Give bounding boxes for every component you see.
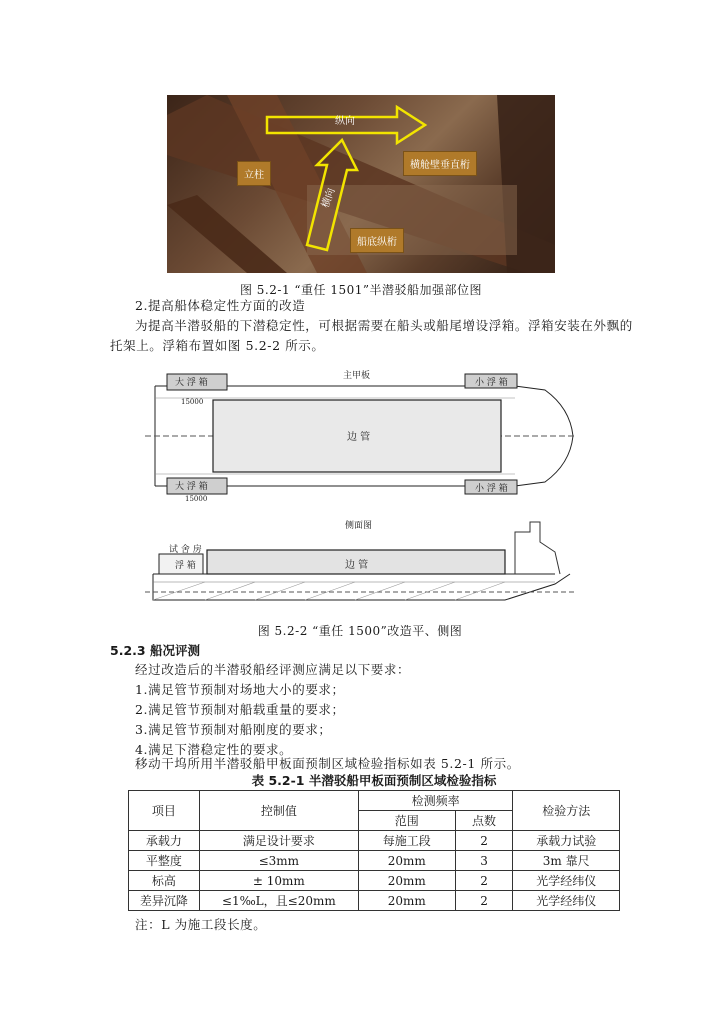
cell-method: 承载力试验 <box>513 831 620 851</box>
cell-range: 20mm <box>358 851 455 871</box>
table-row <box>129 851 620 871</box>
plan-label-float-tank-bottom-left: 大 浮 箱 <box>175 482 208 492</box>
header-item: 项目 <box>129 791 200 831</box>
label-longitudinal: 纵向 <box>335 116 355 127</box>
label-transverse: 横向 <box>320 186 338 210</box>
header-range: 范围 <box>358 811 455 831</box>
section-intro: 经过改造后的半潜驳船经评测应满足以下要求： <box>135 662 411 677</box>
plan-label-main-deck: 主甲板 <box>343 371 371 381</box>
paragraph-line-1: 为提高半潜驳船的下潜稳定性，可根据需要在船头或船尾增设浮箱。浮箱安装在外飘的 <box>135 318 633 333</box>
cell-points: 2 <box>455 871 513 891</box>
plan-label-small-float-bottom-right: 小 浮 箱 <box>475 484 508 494</box>
cell-points: 2 <box>455 831 513 851</box>
cell-method: 光学经纬仪 <box>513 891 620 911</box>
cell-control: ≤3mm <box>199 851 358 871</box>
cell-control: 满足设计要求 <box>199 831 358 851</box>
header-frequency: 检测频率 <box>358 791 513 811</box>
label-transverse-frame: 横舱壁垂直桁 <box>403 151 477 176</box>
label-vertical-strut: 立柱 <box>237 161 271 186</box>
cell-control: ≤1‰L，且≤20mm <box>199 891 358 911</box>
table-note: 注：L 为施工段长度。 <box>135 917 267 932</box>
cell-item: 承载力 <box>129 831 200 851</box>
requirement-item-2: 2.满足管节预制对船载重量的要求； <box>135 702 345 717</box>
cell-range: 20mm <box>358 871 455 891</box>
table-title: 表 5.2-1 半潜驳船甲板面预制区域检验指标 <box>251 773 497 788</box>
requirement-item-4: 4.满足下潜稳定性的要求。 <box>135 742 293 757</box>
cell-points: 2 <box>455 891 513 911</box>
reinforcement-photo <box>167 95 555 273</box>
table-row <box>129 831 620 851</box>
cell-range: 每施工段 <box>358 831 455 851</box>
plan-label-center-block: 边 管 <box>347 432 371 443</box>
paragraph-line-2: 托架上。浮箱布置如图 5.2-2 所示。 <box>110 338 325 353</box>
label-bottom-girder: 船底纵桁 <box>350 228 404 253</box>
table-row <box>129 871 620 891</box>
header-method: 检验方法 <box>513 791 620 831</box>
header-points: 点数 <box>455 811 513 831</box>
side-label-cargo: 边 管 <box>345 560 369 571</box>
cell-points: 3 <box>455 851 513 871</box>
section-title: 5.2.3 船况评测 <box>110 643 200 658</box>
side-label-deck-house: 试 舍 房 <box>169 545 202 555</box>
plan-dimension-left: 15000 <box>181 398 204 406</box>
table-row <box>129 891 620 911</box>
table-lead-text: 移动干坞所用半潜驳船甲板面预制区域检验指标如表 5.2-1 所示。 <box>135 756 520 771</box>
plan-dimension-bottom: 15000 <box>185 495 208 503</box>
plan-view-drawing <box>145 368 575 503</box>
requirement-item-1: 1.满足管节预制对场地大小的要求； <box>135 682 345 697</box>
side-view-drawing <box>145 512 575 610</box>
cell-method: 光学经纬仪 <box>513 871 620 891</box>
header-control: 控制值 <box>199 791 358 831</box>
cell-range: 20mm <box>358 891 455 911</box>
cell-control: ± 10mm <box>199 871 358 891</box>
cell-item: 标高 <box>129 871 200 891</box>
paragraph-heading-stability: 2.提高船体稳定性方面的改造 <box>135 298 306 313</box>
requirement-item-3: 3.满足管节预制对船刚度的要求； <box>135 722 332 737</box>
plan-label-small-float-top-right: 小 浮 箱 <box>475 378 508 388</box>
figure2-caption: 图 5.2-2 “重任 1500”改造平、侧图 <box>257 624 463 638</box>
inspection-table <box>128 790 620 911</box>
cell-item: 平整度 <box>129 851 200 871</box>
plan-label-float-tank-top-left: 大 浮 箱 <box>175 378 208 388</box>
figure1-caption: 图 5.2-1 “重任 1501”半潜驳船加强部位图 <box>239 283 483 297</box>
cell-item: 差异沉降 <box>129 891 200 911</box>
cell-method: 3m 靠尺 <box>513 851 620 871</box>
side-view-title: 侧面图 <box>345 521 373 531</box>
side-label-float: 浮 箱 <box>175 561 196 571</box>
